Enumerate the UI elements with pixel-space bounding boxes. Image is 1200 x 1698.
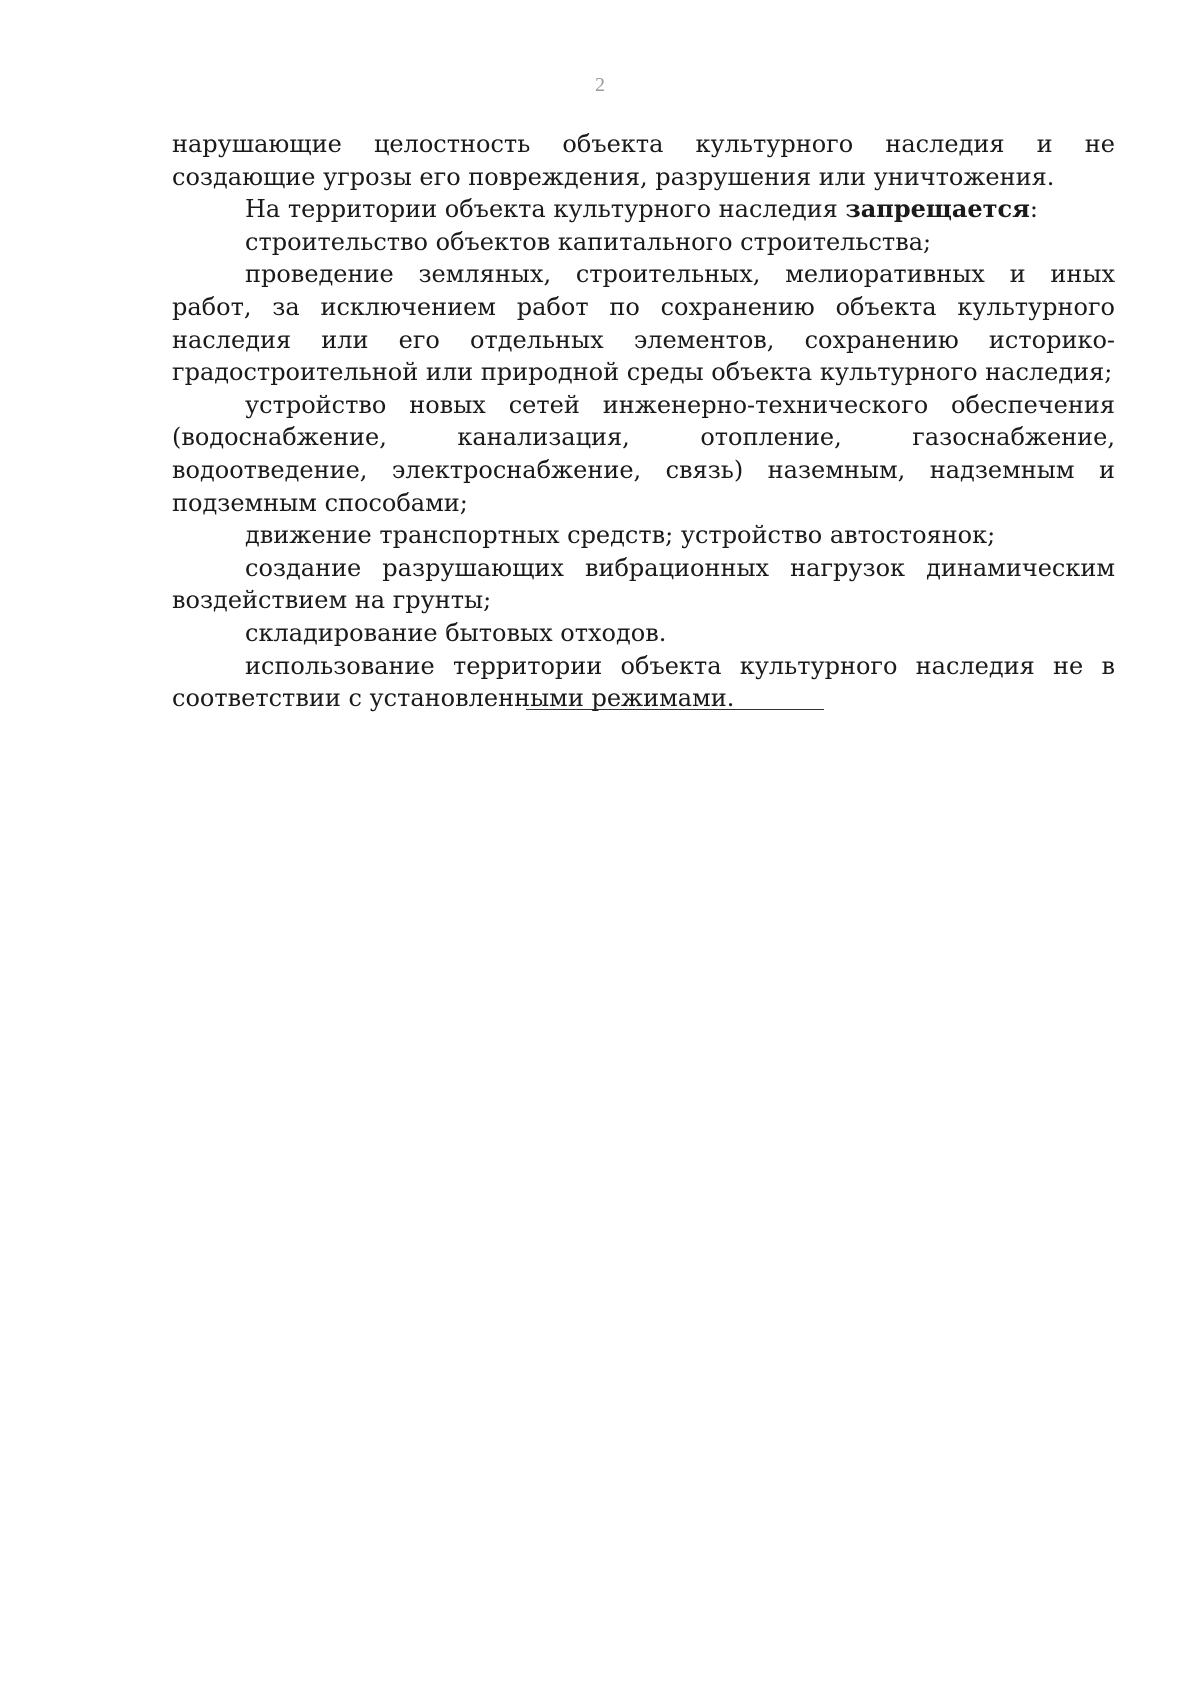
- prohibition-keyword: запрещается: [845, 194, 1030, 224]
- prohibited-item: проведение земляных, строительных, мелиоративных и иных работ, за исключением работ по сохранению объекта культурного наследия или его отдельных элементов, сохранению историко-градостроительной или природной среды объекта культурного наследия;: [172, 260, 1115, 387]
- prohibition-intro-paragraph: [172, 193, 1115, 226]
- prohibited-item: складирование бытовых отходов.: [245, 618, 667, 647]
- prohibited-item: устройство новых сетей инженерно-технического обеспечения (водоснабжение, канализация, отопление, газоснабжение, водоотведение, электроснабжение, связь) наземным, надземным и подземным способами;: [172, 390, 1115, 517]
- document-body: [172, 128, 1115, 715]
- continuation-paragraph: нарушающие целостность объекта культурного наследия и не создающие угрозы его повреждения, разрушения или уничтожения.: [172, 130, 1115, 191]
- page-number: 2: [595, 74, 605, 96]
- prohibited-item: использование территории объекта культурного наследия не в соответствии с установленными режимами.: [172, 651, 1115, 713]
- prohibition-intro-text: На территории объекта культурного наследия: [245, 195, 846, 224]
- prohibition-colon: :: [1029, 195, 1038, 224]
- prohibited-item: движение транспортных средств; устройство автостоянок;: [245, 521, 996, 550]
- prohibited-item: строительство объектов капитального строительства;: [245, 227, 932, 256]
- prohibited-item: создание разрушающих вибрационных нагрузок динамическим воздействием на грунты;: [172, 553, 1115, 615]
- closing-divider: [526, 709, 824, 710]
